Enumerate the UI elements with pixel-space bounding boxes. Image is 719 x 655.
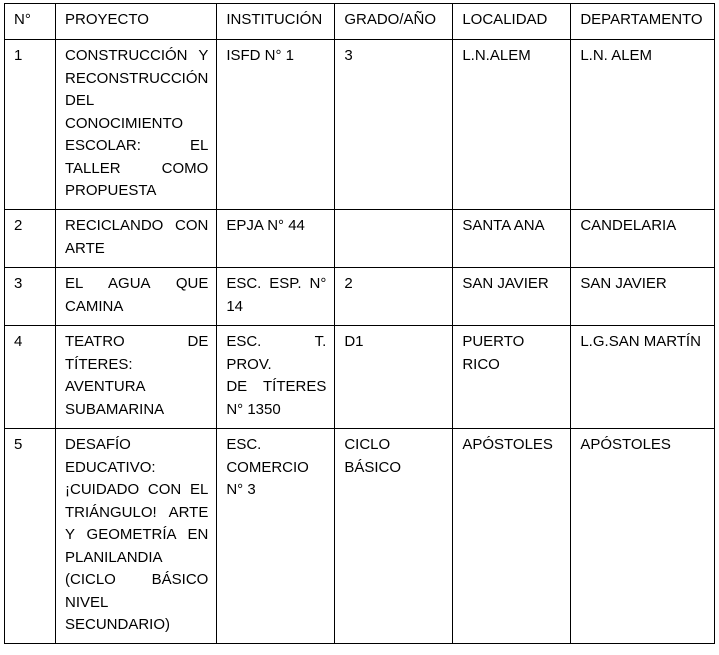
proyecto-line: TEATRO DE bbox=[65, 333, 209, 350]
cell-institucion bbox=[217, 429, 335, 644]
table-row bbox=[5, 326, 715, 429]
cell-proyecto bbox=[56, 429, 217, 644]
cell-localidad: SAN JAVIER bbox=[453, 268, 571, 326]
table-row bbox=[5, 268, 715, 326]
institucion-line: N° 1350 bbox=[226, 400, 281, 418]
localidad-line: RICO bbox=[462, 355, 500, 373]
institucion-line: ESC. bbox=[226, 436, 262, 453]
cell-grado bbox=[335, 210, 453, 268]
grado-line: CICLO bbox=[344, 436, 391, 453]
institucion-line: DE TÍTERES bbox=[226, 378, 327, 395]
institucion-line: ESC. T. PROV. bbox=[226, 333, 327, 373]
proyecto-line: ¡CUIDADO CON EL bbox=[65, 481, 209, 498]
cell-grado: 2 bbox=[335, 268, 453, 326]
cell-localidad: APÓSTOLES bbox=[453, 429, 571, 644]
proyecto-line: CAMINA bbox=[65, 297, 124, 315]
cell-num: 4 bbox=[5, 326, 56, 429]
proyecto-line: ESCOLAR: EL bbox=[65, 137, 209, 154]
proyecto-line: DESAFÍO bbox=[65, 436, 131, 453]
proyecto-line: EDUCATIVO: bbox=[65, 458, 156, 476]
proyecto-line: CONSTRUCCIÓN Y bbox=[65, 47, 209, 64]
proyecto-line: Y GEOMETRÍA EN bbox=[65, 526, 209, 543]
proyecto-line: NIVEL bbox=[65, 593, 109, 611]
institucion-line: N° 3 bbox=[226, 481, 256, 498]
cell-proyecto bbox=[56, 210, 217, 268]
grado-line: BÁSICO bbox=[344, 458, 402, 476]
table-row bbox=[5, 210, 715, 268]
projects-table bbox=[4, 3, 715, 644]
institucion-line: ESC. ESP. N° bbox=[226, 275, 327, 292]
proyecto-line: RECONSTRUCCIÓN bbox=[65, 69, 209, 87]
header-departamento: DEPARTAMENTO bbox=[571, 4, 715, 40]
cell-departamento: SAN JAVIER bbox=[571, 268, 715, 326]
proyecto-line: TÍTERES: bbox=[65, 355, 133, 373]
header-institucion: INSTITUCIÓN bbox=[217, 4, 335, 40]
table-row bbox=[5, 40, 715, 210]
cell-departamento: L.G.SAN MARTÍN bbox=[571, 326, 715, 429]
cell-departamento: APÓSTOLES bbox=[571, 429, 715, 644]
proyecto-line: (CICLO BÁSICO bbox=[65, 571, 209, 588]
header-grado: GRADO/AÑO bbox=[335, 4, 453, 40]
cell-departamento: CANDELARIA bbox=[571, 210, 715, 268]
localidad-line: PUERTO bbox=[462, 333, 525, 350]
proyecto-line: CONOCIMIENTO bbox=[65, 114, 184, 132]
header-row bbox=[5, 4, 715, 40]
cell-localidad: L.N.ALEM bbox=[453, 40, 571, 210]
cell-institucion bbox=[217, 268, 335, 326]
proyecto-line: PLANILANDIA bbox=[65, 548, 163, 566]
proyecto-line: TALLER COMO bbox=[65, 159, 209, 177]
cell-institucion bbox=[217, 326, 335, 429]
cell-grado: 3 bbox=[335, 40, 453, 210]
proyecto-line: SECUNDARIO) bbox=[65, 616, 171, 633]
proyecto-line: TRIÁNGULO! ARTE bbox=[65, 503, 209, 521]
cell-grado: D1 bbox=[335, 326, 453, 429]
proyecto-line: PROPUESTA bbox=[65, 182, 157, 199]
cell-num: 1 bbox=[5, 40, 56, 210]
proyecto-line: SUBAMARINA bbox=[65, 400, 165, 418]
proyecto-line: DEL bbox=[65, 92, 95, 109]
cell-num: 5 bbox=[5, 429, 56, 644]
cell-institucion: ISFD N° 1 bbox=[217, 40, 335, 210]
cell-grado bbox=[335, 429, 453, 644]
proyecto-line: ARTE bbox=[65, 239, 105, 257]
cell-proyecto bbox=[56, 40, 217, 210]
proyecto-line: AVENTURA bbox=[65, 378, 146, 395]
institucion-line: 14 bbox=[226, 297, 244, 315]
cell-departamento: L.N. ALEM bbox=[571, 40, 715, 210]
header-proyecto: PROYECTO bbox=[56, 4, 217, 40]
header-localidad: LOCALIDAD bbox=[453, 4, 571, 40]
cell-institucion: EPJA N° 44 bbox=[217, 210, 335, 268]
header-num: N° bbox=[5, 4, 56, 40]
cell-proyecto bbox=[56, 326, 217, 429]
institucion-line: COMERCIO bbox=[226, 458, 309, 476]
cell-num: 3 bbox=[5, 268, 56, 326]
table-row bbox=[5, 429, 715, 644]
cell-proyecto bbox=[56, 268, 217, 326]
cell-num: 2 bbox=[5, 210, 56, 268]
cell-localidad bbox=[453, 326, 571, 429]
cell-localidad: SANTA ANA bbox=[453, 210, 571, 268]
proyecto-line: EL AGUA QUE bbox=[65, 275, 209, 292]
proyecto-line: RECICLANDO CON bbox=[65, 217, 209, 234]
